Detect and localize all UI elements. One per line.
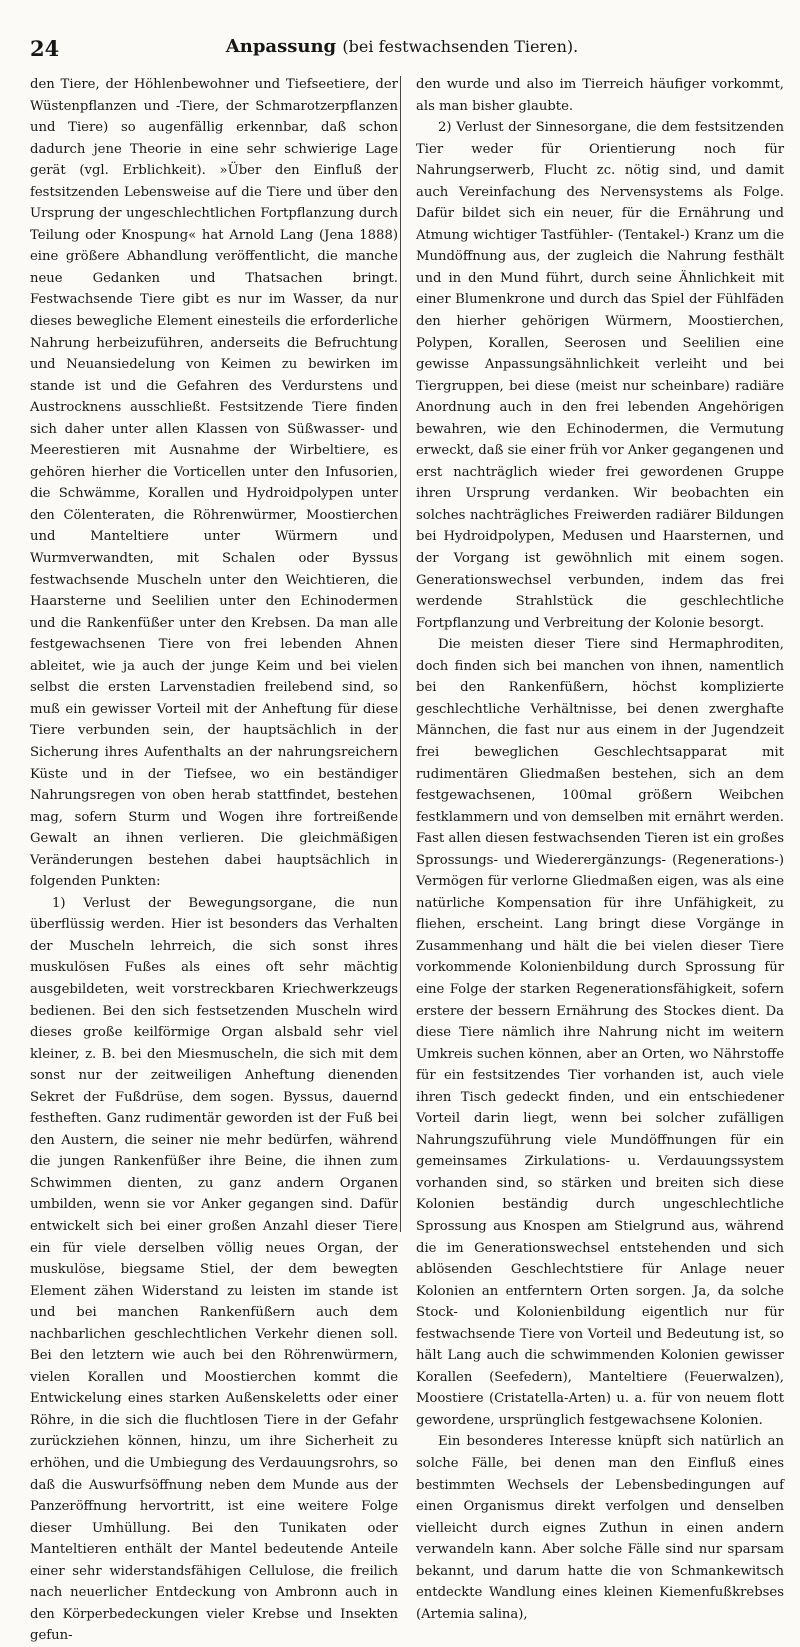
running-head-subtitle: (bei festwachsenden Tieren). xyxy=(342,37,579,56)
page-header xyxy=(30,36,774,66)
right-paragraph-3: Die meisten dieser Tiere sind Hermaphroditen, doch finden sich bei manchen von ihnen, namentlich bei den Rankenfüßern, höchst komplizierte geschlechtliche Verhältnisse, bei denen zwerghafte Männchen, die fast nur aus einem in der Jugendzeit frei beweglichen Geschlechtsapparat mit rudimentären Gliedmaßen bestehen, sich an dem festgewachsenen, 100mal größern Weibchen festklammern und von demselben mit ernährt werden. Fast allen diesen festwachsenden Tieren ist ein großes Sprossungs- und Wiederergänzungs- (Regenerations-) Vermögen für verlorne Gliedmaßen eigen, was als eine natürliche Kompensation für ihre Unfähigkeit, zu fliehen, erscheint. Lang bringt diese Vorgänge in Zusammenhang und hält die bei vielen dieser Tiere vorkommende Kolonienbildung durch Sprossung für eine Folge der starken Regenerationsfähigkeit, sofern erstere der bessern Ernährung des Stockes dient. Da diese Tiere nämlich ihre Nahrung nicht im weitern Umkreis suchen können, aber an Orten, wo Nährstoffe für ein festsitzendes Tier vorhanden ist, auch viele ihren Tisch gedeckt finden, und ein entschiedener Vorteil darin liegt, wenn bei solcher zufälligen Nahrungszuführung viele Mundöffnungen für ein gemeinsames Zirkulations- u. Verdauungssystem vorhanden sind, so stärken und breiten sich diese Kolonien beständig durch ungeschlechtliche Sprossung aus Knospen am Stielgrund aus, während die im Generationswechsel entstehenden und sich ablösenden Geschlechtstiere für Anlage neuer Kolonien an entferntern Orten sorgen. Ja, da solche Stock- und Kolonienbildung eigentlich nur für festwachsende Tiere von Vorteil und Bedeutung ist, so hält Lang auch die schwimmenden Kolonien gewisser Korallen (Seefedern), Manteltiere (Feuerwalzen), Moostiere (Cristatella-Arten) u. a. für von neuem flott gewordene, ursprünglich festgewachsene Kolonien. xyxy=(416,637,784,1428)
left-column xyxy=(30,74,398,1647)
running-head-title: Anpassung xyxy=(225,36,337,57)
left-paragraph-2: 1) Verlust der Bewegungsorgane, die nun überflüssig werden. Hier ist besonders das Verhalten der Muscheln lehrreich, die sich sonst ihres muskulösen Fußes als eines oft sehr mächtig ausgebildeten, weit vorstreckbaren Kriechwerkzeugs bedienen. Bei den sich festsetzenden Muscheln wird dieses große keilförmige Organ alsbald sehr viel kleiner, z. B. bei den Miesmuscheln, die sich mit dem sonst nur der zeitweiligen Anheftung dienenden Sekret der Fußdrüse, dem sogen. Byssus, dauernd festheften. Ganz rudimentär geworden ist der Fuß bei den Austern, die seiner nie mehr bedürfen, während die jungen Rankenfüßer ihre Beine, die ihnen zum Schwimmen dienten, zu ganz andern Organen umbilden, wenn sie vor Anker gegangen sind. Dafür entwickelt sich bei einer großen Anzahl dieser Tiere ein für viele derselben völlig neues Organ, der muskulöse, biegsame Stiel, der dem bewegten Element zähen Widerstand zu leisten im stande ist und bei manchen Rankenfüßern auch dem nachbarlichen geschlechtlichen Verkehr dienen soll. Bei den letztern wie auch bei den Röhrenwürmern, vielen Korallen und Moostierchen kommt die Entwickelung eines starken Außenskeletts oder einer Röhre, in die sich die fluchtlosen Tiere in der Gefahr zurückziehen können, hinzu, um ihre Sicherheit zu erhöhen, und die Umbiegung des Verdauungsrohrs, so daß die Auswurfsöffnung neben dem Munde aus der Panzeröffnung hervortritt, ist eine weitere Folge dieser Umhüllung. Bei den Tunikaten oder Manteltieren enthält der Mantel bedeutende Anteile einer sehr widerstandsfähigen Cellulose, die freilich nach neuerlicher Entdeckung von Ambronn auch in den Körperbedeckungen vieler Krebse und Insekten gefun- xyxy=(30,895,398,1644)
left-paragraph-1: den Tiere, der Höhlenbewohner und Tiefseetiere, der Wüstenpflanzen und -Tiere, der Schmarotzerpflanzen und Tiere) so augenfällig erkennbar, daß schon dadurch jene Theorie in eine sehr schwierige Lage gerät (vgl. Erblichkeit). »Über den Einfluß der festsitzenden Lebensweise auf die Tiere und über den Ursprung der ungeschlechtlichen Fortpflanzung durch Teilung oder Knospung« hat Arnold Lang (Jena 1888) eine größere Abhandlung veröffentlicht, die manche neue Gedanken und Thatsachen bringt. Festwachsende Tiere gibt es nur im Wasser, da nur dieses bewegliche Element einesteils die erforderliche Nahrung herbeizuführen, anderseits die Befruchtung und Neuansiedelung von Keimen zu bewirken im stande ist und die Gefahren des Verdurstens und Austrocknens ausschließt. Festsitzende Tiere finden sich daher unter allen Klassen von Süßwasser- und Meerestieren mit Ausnahme der Wirbeltiere, es gehören hierher die Vorticellen unter den Infusorien, die Schwämme, Korallen und Hydroidpolypen unter den Cölenteraten, die Röhrenwürmer, Moostierchen und Manteltiere unter Würmern und Wurmverwandten, mit Schalen oder Byssus festwachsende Muscheln unter den Weichtieren, die Haarsterne und Seelilien unter den Echinodermen und die Rankenfüßer unter den Krebsen. Da man alle festgewachsenen Tiere von frei lebenden Ahnen ableitet, wie ja auch der junge Keim und bei vielen selbst die ersten Larvenstadien freilebend sind, so muß ein gewisser Vorteil mit der Anheftung für diese Tiere verbunden sein, der hauptsächlich in der Sicherung ihres Aufenthalts an der nahrungsreichern Küste und in der Tiefsee, wo ein beständiger Nahrungsregen von oben herab stattfindet, bestehen mag, sofern Sturm und Wogen ihre fortreißende Gewalt an ihnen verlieren. Die gleichmäßigen Veränderungen bestehen dabei hauptsächlich in folgenden Punkten: xyxy=(30,77,398,890)
right-column xyxy=(416,74,784,1625)
right-paragraph-1: den wurde und also im Tierreich häufiger vorkommt, als man bisher glaubte. xyxy=(416,77,784,114)
right-paragraph-2: 2) Verlust der Sinnesorgane, die dem festsitzenden Tier weder für Orientierung noch für Nahrungserwerb, Flucht zc. nötig sind, und damit auch Vereinfachung des Nervensystems als Folge. Dafür bildet sich ein neuer, für die Ernährung und Atmung wichtiger Tastfühler- (Tentakel-) Kranz um die Mundöffnung aus, der zugleich die Nahrung festhält und in den Mund führt, durch seine Ähnlichkeit mit einer Blumenkrone und durch das Spiel der Fühlfäden den hierher gehörigen Würmern, Moostierchen, Polypen, Korallen, Seerosen und Seelilien eine gewisse Anpassungsähnlichkeit verleiht und bei Tiergruppen, bei diese (meist nur scheinbare) radiäre Anordnung auch in den frei lebenden Angehörigen bewahren, wie den Echinodermen, die Vermutung erweckt, daß sie einer früh vor Anker gegangenen und erst nachträglich wieder frei gewordenen Gruppe ihren Ursprung verdanken. Wir beobachten ein solches nachträgliches Freiwerden radiärer Bildungen bei Hydroidpolypen, Medusen und Haarsternen, und der Vorgang ist gewöhnlich mit einem sogen. Generationswechsel verbunden, indem das frei werdende Strahlstück die geschlechtliche Fortpflanzung und Verbreitung der Kolonie besorgt. xyxy=(416,120,784,631)
running-head xyxy=(30,36,774,57)
right-paragraph-4: Ein besonderes Interesse knüpft sich natürlich an solche Fälle, bei denen man den Einfluß eines bestimmten Wechsels der Lebensbedingungen auf einen Organismus direkt verfolgen und denselben vielleicht durch eignes Zuthun in einen andern verwandeln kann. Aber solche Fälle sind nur sparsam bekannt, und darum hatte die von Schmankewitsch entdeckte Wandlung eines kleinen Kiemenfußkrebses (Artemia salina), xyxy=(416,1434,784,1622)
column-divider xyxy=(400,76,401,1232)
page-number: 24 xyxy=(30,36,60,61)
